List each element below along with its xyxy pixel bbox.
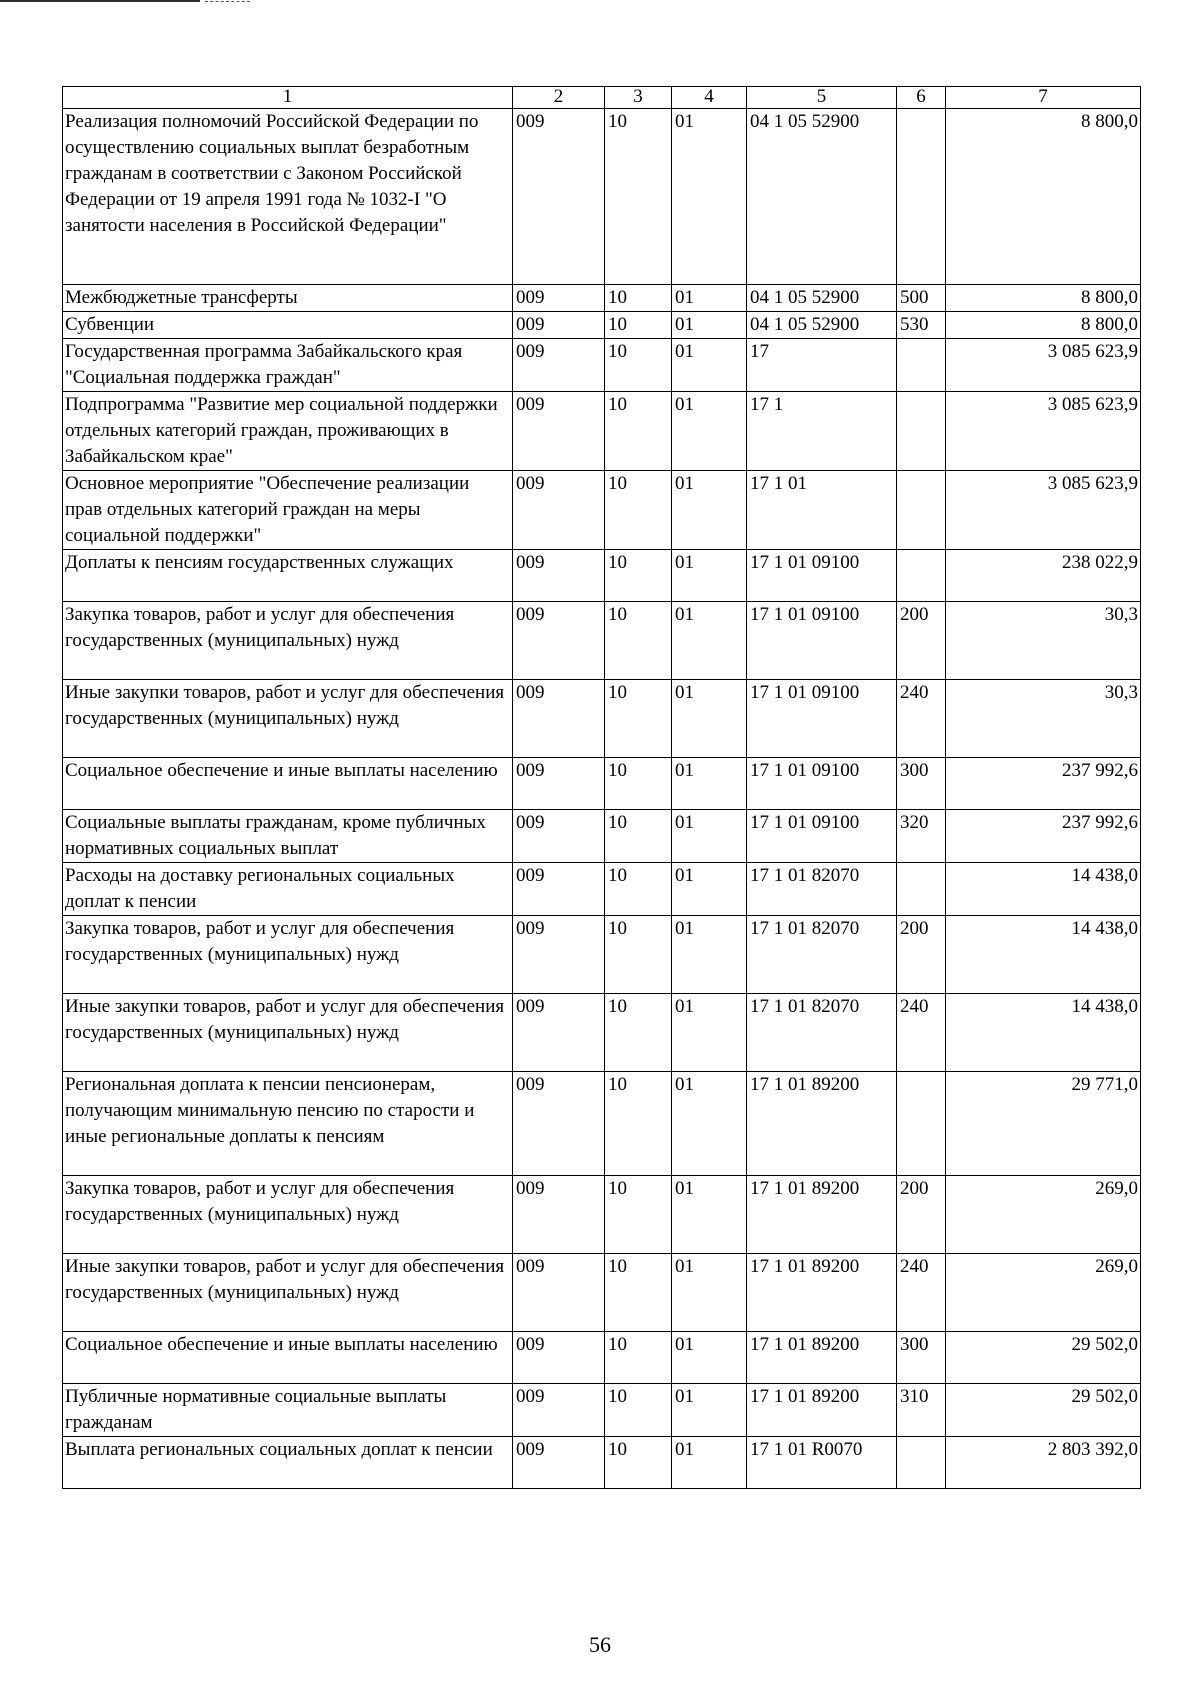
row-ministry-code: 009 [513,1332,605,1384]
row-amount: 14 438,0 [946,863,1141,916]
row-section-code: 10 [605,1437,672,1489]
row-subsection-code: 01 [672,916,747,994]
row-subsection-code: 01 [672,471,747,550]
row-section-code: 10 [605,1384,672,1437]
row-target-item: 17 1 01 09100 [747,550,897,602]
row-section-code: 10 [605,285,672,312]
header-col-1: 1 [63,87,513,109]
top-rule [0,0,200,2]
row-amount: 237 992,6 [946,810,1141,863]
row-target-item: 17 1 01 89200 [747,1254,897,1332]
row-ministry-code: 009 [513,1384,605,1437]
row-section-code: 10 [605,392,672,471]
row-description: Закупка товаров, работ и услуг для обеспечения государственных (муниципальных) нужд [63,916,513,994]
row-expense-type [897,1072,946,1176]
table-row [63,1254,1141,1332]
row-subsection-code: 01 [672,863,747,916]
row-description: Иные закупки товаров, работ и услуг для обеспечения государственных (муниципальных) нужд [63,994,513,1072]
row-expense-type: 310 [897,1384,946,1437]
row-description: Закупка товаров, работ и услуг для обеспечения государственных (муниципальных) нужд [63,602,513,680]
table-row [63,312,1141,339]
row-ministry-code: 009 [513,550,605,602]
row-description: Социальное обеспечение и иные выплаты населению [63,758,513,810]
row-section-code: 10 [605,680,672,758]
row-target-item: 17 1 [747,392,897,471]
row-description: Межбюджетные трансферты [63,285,513,312]
table-row [63,810,1141,863]
table-row [63,109,1141,285]
row-ministry-code: 009 [513,758,605,810]
table-row [63,863,1141,916]
header-col-4: 4 [672,87,747,109]
row-section-code: 10 [605,602,672,680]
row-description: Государственная программа Забайкальского края "Социальная поддержка граждан" [63,339,513,392]
table-row [63,916,1141,994]
row-amount: 237 992,6 [946,758,1141,810]
row-subsection-code: 01 [672,339,747,392]
row-subsection-code: 01 [672,285,747,312]
row-target-item: 17 1 01 09100 [747,602,897,680]
row-ministry-code: 009 [513,285,605,312]
row-section-code: 10 [605,863,672,916]
row-ministry-code: 009 [513,863,605,916]
table-row [63,471,1141,550]
row-target-item: 17 1 01 09100 [747,758,897,810]
row-description: Подпрограмма "Развитие мер социальной поддержки отдельных категорий граждан, проживающих в Забайкальском крае" [63,392,513,471]
row-subsection-code: 01 [672,312,747,339]
row-section-code: 10 [605,1072,672,1176]
row-section-code: 10 [605,916,672,994]
row-description: Выплата региональных социальных доплат к пенсии [63,1437,513,1489]
row-section-code: 10 [605,339,672,392]
row-section-code: 10 [605,758,672,810]
row-section-code: 10 [605,312,672,339]
row-section-code: 10 [605,994,672,1072]
row-subsection-code: 01 [672,392,747,471]
row-target-item: 17 1 01 09100 [747,680,897,758]
row-section-code: 10 [605,109,672,285]
row-expense-type [897,1437,946,1489]
row-description: Субвенции [63,312,513,339]
row-amount: 238 022,9 [946,550,1141,602]
row-section-code: 10 [605,471,672,550]
table-row [63,1437,1141,1489]
row-ministry-code: 009 [513,1254,605,1332]
row-expense-type [897,339,946,392]
row-expense-type: 240 [897,994,946,1072]
top-rule-dash [205,1,250,2]
row-amount: 8 800,0 [946,312,1141,339]
row-description: Закупка товаров, работ и услуг для обеспечения государственных (муниципальных) нужд [63,1176,513,1254]
row-amount: 30,3 [946,602,1141,680]
table-row [63,1072,1141,1176]
row-description: Реализация полномочий Российской Федерации по осуществлению социальных выплат безработным гражданам в соответствии с Законом Российской Федерации от 19 апреля 1991 года № 1032-I "О занятости населения в Российской Федерации" [63,109,513,285]
table-row [63,550,1141,602]
row-subsection-code: 01 [672,550,747,602]
row-description: Иные закупки товаров, работ и услуг для обеспечения государственных (муниципальных) нужд [63,1254,513,1332]
budget-table [62,86,1141,1489]
row-section-code: 10 [605,550,672,602]
row-expense-type: 530 [897,312,946,339]
row-expense-type: 320 [897,810,946,863]
table-row [63,285,1141,312]
row-subsection-code: 01 [672,1332,747,1384]
row-section-code: 10 [605,810,672,863]
row-description: Расходы на доставку региональных социальных доплат к пенсии [63,863,513,916]
header-col-7: 7 [946,87,1141,109]
row-ministry-code: 009 [513,109,605,285]
row-amount: 8 800,0 [946,285,1141,312]
row-description: Социальные выплаты гражданам, кроме публичных нормативных социальных выплат [63,810,513,863]
row-ministry-code: 009 [513,916,605,994]
row-expense-type [897,392,946,471]
row-ministry-code: 009 [513,1072,605,1176]
row-subsection-code: 01 [672,680,747,758]
row-subsection-code: 01 [672,1176,747,1254]
row-subsection-code: 01 [672,994,747,1072]
row-expense-type: 200 [897,916,946,994]
row-description: Региональная доплата к пенсии пенсионерам, получающим минимальную пенсию по старости и иные региональные доплаты к пенсиям [63,1072,513,1176]
row-expense-type [897,471,946,550]
row-amount: 14 438,0 [946,916,1141,994]
header-col-2: 2 [513,87,605,109]
row-expense-type [897,863,946,916]
row-expense-type: 300 [897,758,946,810]
row-ministry-code: 009 [513,471,605,550]
row-target-item: 17 1 01 82070 [747,916,897,994]
row-expense-type: 300 [897,1332,946,1384]
table-body [63,109,1141,1489]
row-subsection-code: 01 [672,1437,747,1489]
row-ministry-code: 009 [513,339,605,392]
table-row [63,1176,1141,1254]
row-amount: 8 800,0 [946,109,1141,285]
row-amount: 14 438,0 [946,994,1141,1072]
row-subsection-code: 01 [672,1072,747,1176]
row-subsection-code: 01 [672,1254,747,1332]
row-description: Публичные нормативные социальные выплаты гражданам [63,1384,513,1437]
row-section-code: 10 [605,1254,672,1332]
table-row [63,602,1141,680]
row-target-item: 17 1 01 [747,471,897,550]
row-amount: 30,3 [946,680,1141,758]
row-expense-type: 240 [897,680,946,758]
row-amount: 29 502,0 [946,1384,1141,1437]
row-ministry-code: 009 [513,392,605,471]
table-row [63,1332,1141,1384]
row-section-code: 10 [605,1176,672,1254]
row-expense-type: 500 [897,285,946,312]
table-row [63,680,1141,758]
row-description: Основное мероприятие "Обеспечение реализации прав отдельных категорий граждан на меры социальной поддержки" [63,471,513,550]
row-ministry-code: 009 [513,994,605,1072]
row-amount: 2 803 392,0 [946,1437,1141,1489]
row-subsection-code: 01 [672,1384,747,1437]
row-subsection-code: 01 [672,109,747,285]
row-target-item: 17 1 01 89200 [747,1332,897,1384]
row-subsection-code: 01 [672,758,747,810]
table-row [63,339,1141,392]
page-number: 56 [589,1632,611,1657]
row-target-item: 17 [747,339,897,392]
row-target-item: 04 1 05 52900 [747,312,897,339]
row-amount: 29 502,0 [946,1332,1141,1384]
row-target-item: 17 1 01 82070 [747,994,897,1072]
row-target-item: 04 1 05 52900 [747,109,897,285]
row-amount: 269,0 [946,1254,1141,1332]
row-ministry-code: 009 [513,312,605,339]
row-expense-type [897,550,946,602]
row-target-item: 17 1 01 89200 [747,1072,897,1176]
row-expense-type: 240 [897,1254,946,1332]
row-description: Иные закупки товаров, работ и услуг для обеспечения государственных (муниципальных) нужд [63,680,513,758]
row-amount: 29 771,0 [946,1072,1141,1176]
row-expense-type [897,109,946,285]
row-ministry-code: 009 [513,680,605,758]
table-row [63,1384,1141,1437]
table-row [63,758,1141,810]
header-col-6: 6 [897,87,946,109]
row-amount: 3 085 623,9 [946,339,1141,392]
row-ministry-code: 009 [513,1437,605,1489]
row-expense-type: 200 [897,602,946,680]
table-row [63,392,1141,471]
row-description: Социальное обеспечение и иные выплаты населению [63,1332,513,1384]
row-amount: 269,0 [946,1176,1141,1254]
row-ministry-code: 009 [513,810,605,863]
row-target-item: 17 1 01 R0070 [747,1437,897,1489]
row-subsection-code: 01 [672,810,747,863]
row-target-item: 17 1 01 09100 [747,810,897,863]
row-amount: 3 085 623,9 [946,392,1141,471]
row-target-item: 17 1 01 89200 [747,1176,897,1254]
row-expense-type: 200 [897,1176,946,1254]
row-description: Доплаты к пенсиям государственных служащих [63,550,513,602]
table-row [63,994,1141,1072]
row-subsection-code: 01 [672,602,747,680]
row-section-code: 10 [605,1332,672,1384]
header-row [63,87,1141,109]
row-ministry-code: 009 [513,602,605,680]
row-target-item: 17 1 01 82070 [747,863,897,916]
row-target-item: 04 1 05 52900 [747,285,897,312]
row-ministry-code: 009 [513,1176,605,1254]
header-col-5: 5 [747,87,897,109]
row-amount: 3 085 623,9 [946,471,1141,550]
row-target-item: 17 1 01 89200 [747,1384,897,1437]
header-col-3: 3 [605,87,672,109]
